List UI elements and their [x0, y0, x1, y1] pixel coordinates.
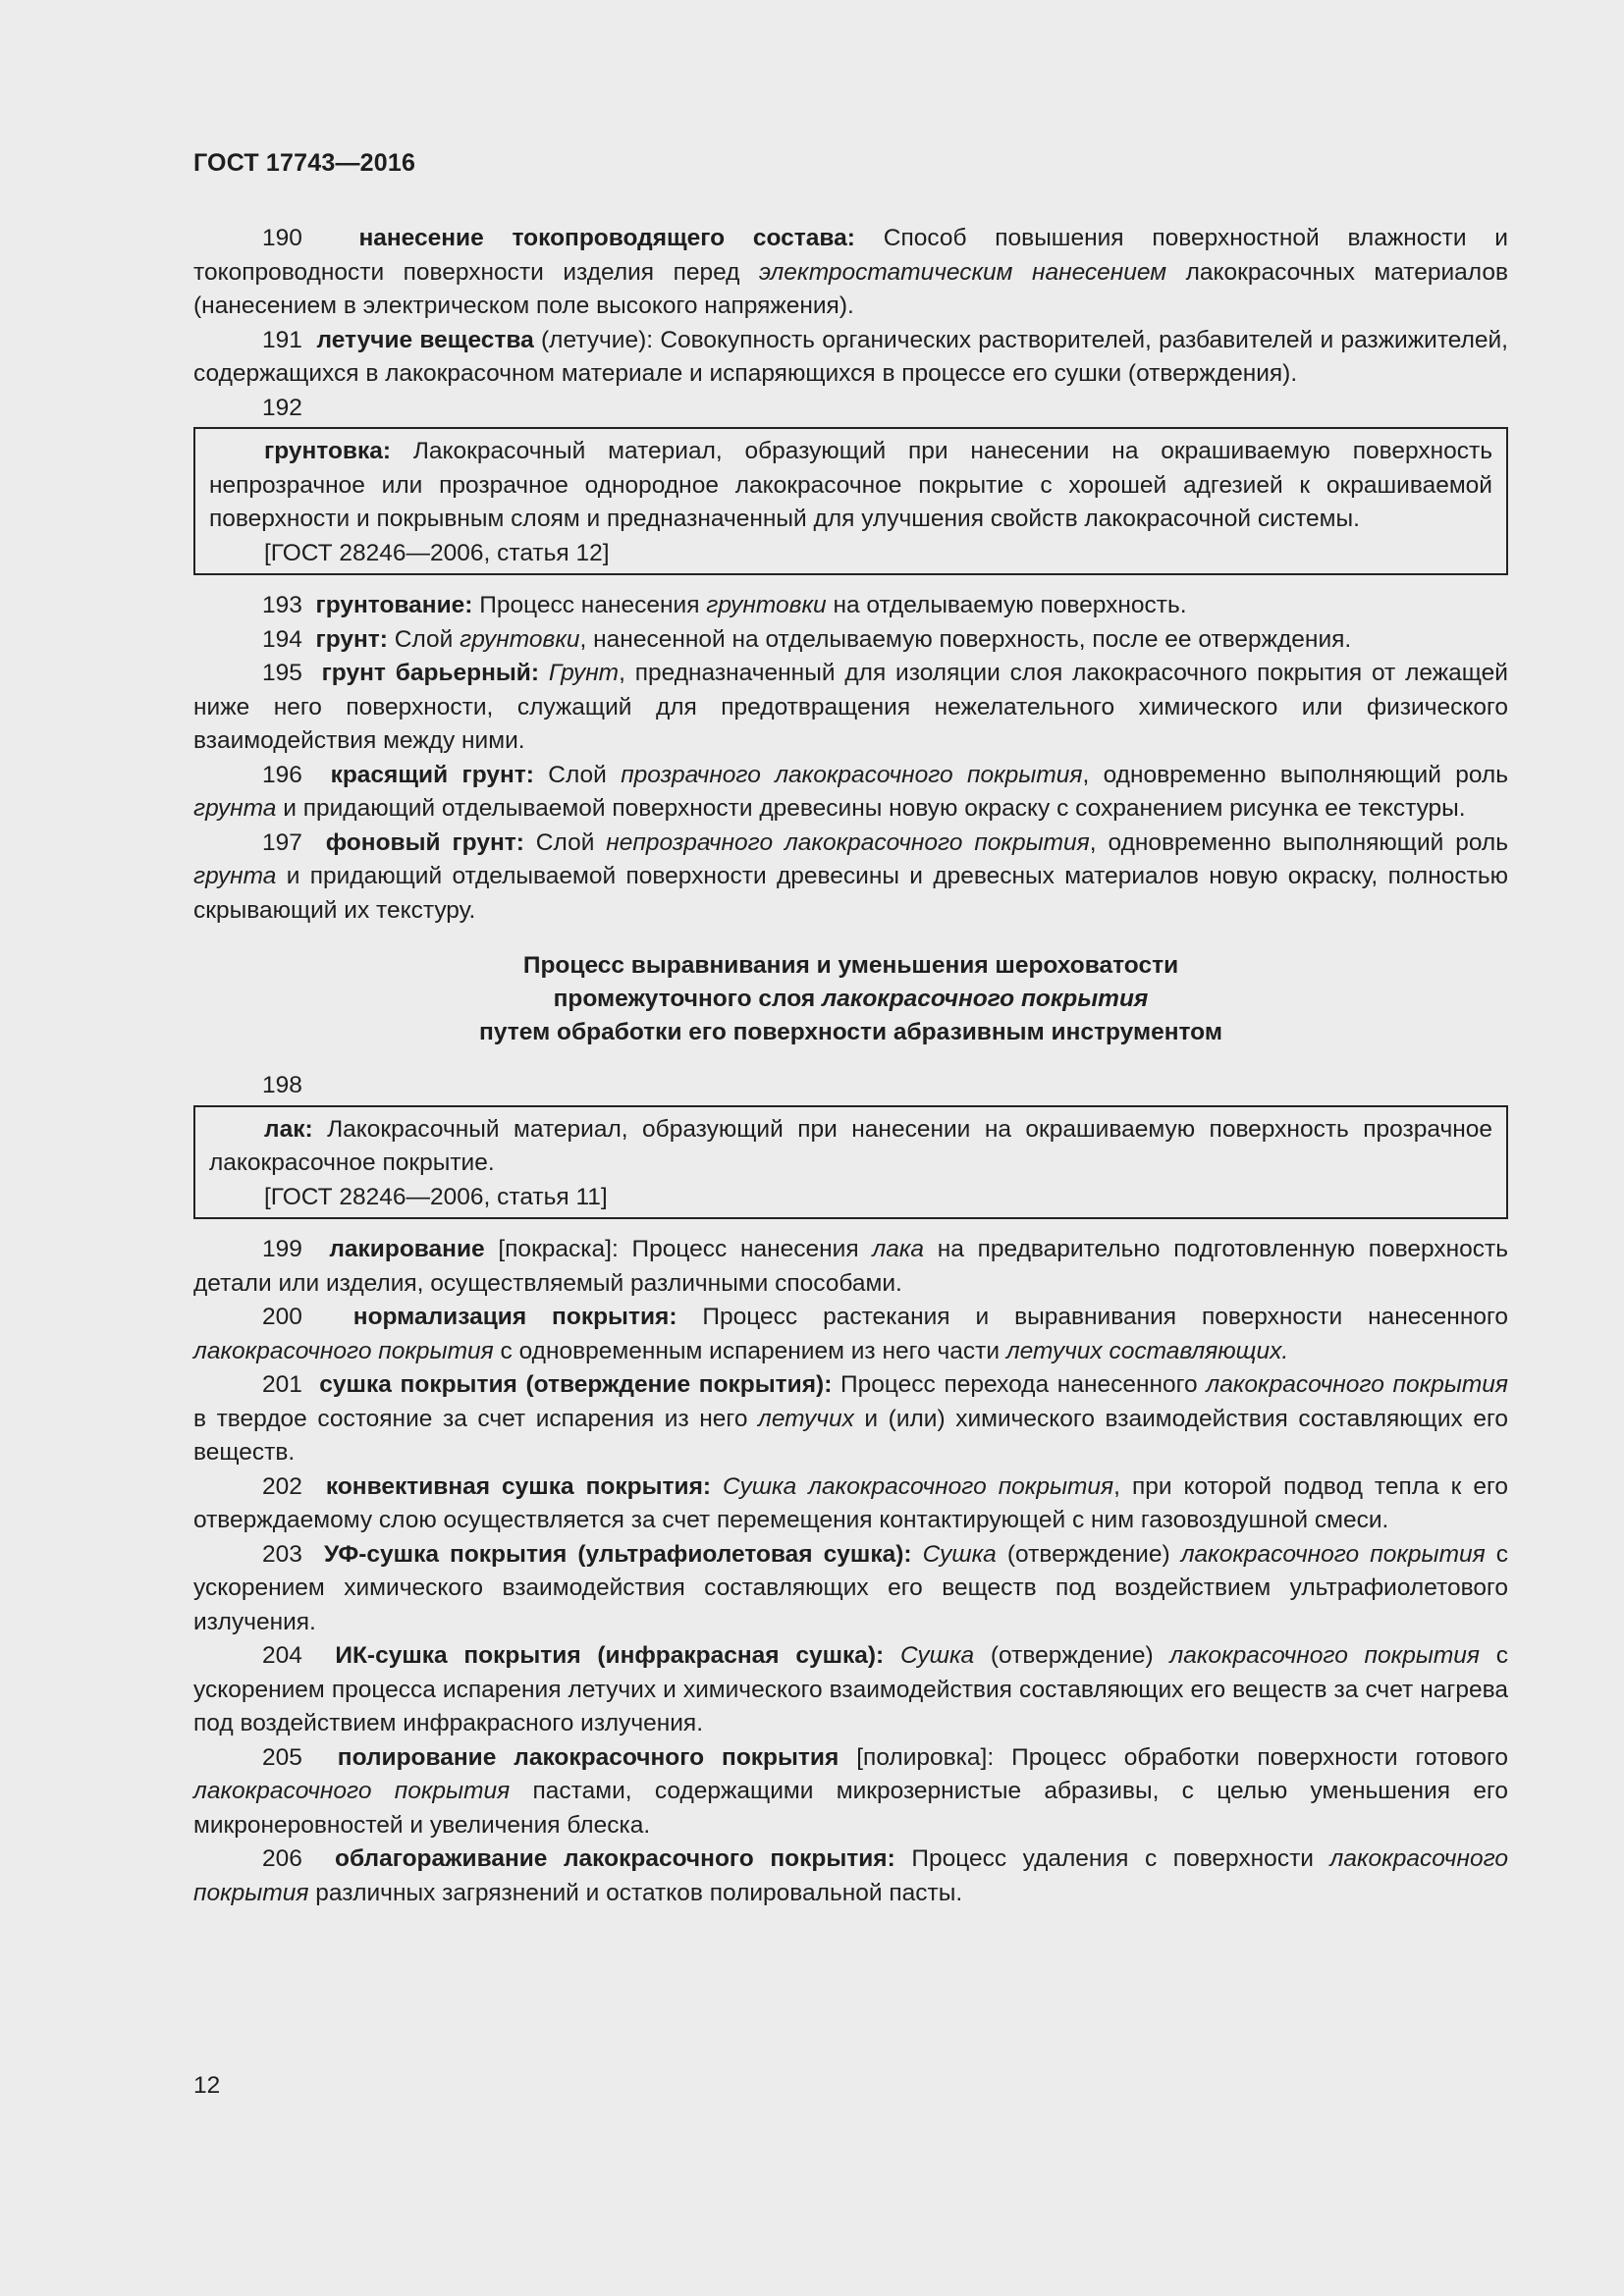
entry-italic: Сушка: [922, 1540, 997, 1568]
entry-text: [912, 1541, 923, 1568]
entry-205: [193, 1741, 1508, 1843]
entry-italic: Сушка: [899, 1642, 975, 1669]
entry-number: 194: [262, 625, 302, 653]
entry-number: 205: [262, 1743, 302, 1771]
entry-term: УФ-сушка покрытия (ультрафиолетовая сушка):: [324, 1540, 912, 1568]
entry-text: , нанесенной на отделываемую поверхность, после ее отверждения.: [579, 625, 1352, 653]
entry-italic: грунта: [193, 863, 277, 889]
entry-199: [193, 1233, 1508, 1301]
entry-italic: лакокрасочного покрытия: [193, 1778, 511, 1804]
entry-term: лак:: [264, 1115, 313, 1143]
entry-text: на отделываемую поверхность.: [826, 592, 1187, 618]
entry-text: (отверждение): [974, 1642, 1170, 1669]
entry-italic: прозрачного лакокрасочного покрытия: [621, 761, 1083, 788]
entry-italic: Грунт: [548, 660, 620, 686]
entry-198-number: 198: [262, 1072, 302, 1098]
document-header: ГОСТ 17743—2016: [193, 149, 416, 177]
entry-text: , одновременно выполняющий роль: [1089, 828, 1508, 856]
entry-text: с одновременным испарением из него части: [493, 1337, 1006, 1364]
entry-term: грунтовка:: [264, 438, 392, 464]
entry-text: и придающий отделываемой поверхности древесины новую окраску с сохранением рисунка ее текстуры.: [276, 795, 1466, 822]
entry-italic: летучих составляющих.: [1005, 1337, 1289, 1364]
section-heading-line: Процесс выравнивания и уменьшения шероховатости: [522, 952, 1179, 979]
entry-text: Слой: [523, 828, 607, 856]
entry-term: грунт:: [315, 625, 388, 653]
section-heading-line: [193, 983, 1508, 1016]
entry-number: 197: [262, 828, 302, 856]
entry-text: на предварительно подготовленную поверхность детали или изделия, осуществляемый различными способами.: [193, 1236, 1509, 1297]
entry-text: с ускорением процесса испарения летучих и химического взаимодействия составляющих его веществ за счет нагрева под воздействием инфракрасного излучения.: [193, 1642, 1508, 1736]
entry-200: [193, 1301, 1508, 1368]
entry-192: [209, 435, 1492, 537]
entry-text: (летучие): Совокупность органических растворителей, разбавителей и разжижителей, содержащихся в лакокрасочном материале и испаряющихся в процессе его сушки (отверждения).: [193, 326, 1508, 387]
entry-196: [193, 759, 1508, 827]
entry-term: полирование лакокрасочного покрытия: [337, 1743, 839, 1771]
entry-197: [193, 827, 1508, 929]
section-heading-line: путем обработки его поверхности абразивным инструментом: [479, 1019, 1222, 1045]
entry-text: Процесс удаления с поверхности: [894, 1845, 1330, 1872]
entry-number: 190: [262, 225, 302, 251]
entry-194: [193, 623, 1508, 658]
definition-box-192: [193, 427, 1508, 575]
entry-italic: непрозрачного лакокрасочного покрытия: [606, 828, 1090, 856]
entry-text: Слой: [387, 625, 460, 653]
section-heading: [193, 949, 1508, 1049]
entry-number: 200: [262, 1304, 302, 1330]
entry-italic: лакокрасочного покрытия: [1180, 1540, 1486, 1568]
entry-term: фоновый грунт:: [325, 828, 524, 856]
entry-text: , предназначенный для изоляции слоя лакокрасочного покрытия от лежащей ниже него поверхности, служащий для предотвращения нежелательного химического или физического взаимодействия между ними.: [193, 660, 1508, 754]
section-heading-italic: лакокрасочного покрытия: [822, 986, 1149, 1012]
entry-text: Процесс растекания и выравнивания поверхности нанесенного: [677, 1304, 1509, 1330]
entry-193: [193, 589, 1508, 623]
entry-number: 193: [262, 592, 302, 618]
definition-box-198: [193, 1105, 1508, 1220]
entry-text: Процесс нанесения: [472, 592, 707, 618]
entry-term: сушка покрытия (отверждение покрытия):: [319, 1371, 833, 1398]
entry-203: [193, 1538, 1508, 1640]
entry-text: Процесс перехода нанесенного: [832, 1371, 1207, 1398]
entry-number: 195: [262, 660, 302, 686]
entry-italic: грунтовки: [706, 592, 827, 618]
entry-204: [193, 1639, 1508, 1741]
entry-term: облагораживание лакокрасочного покрытия:: [335, 1845, 895, 1872]
entry-206: [193, 1842, 1508, 1910]
entry-italic: летучих: [758, 1405, 854, 1432]
entry-text: Слой: [533, 761, 622, 788]
entry-191: [193, 324, 1508, 392]
entry-italic: Сушка лакокрасочного покрытия: [723, 1472, 1114, 1500]
entry-number: 202: [262, 1472, 302, 1500]
entry-text: , при которой подвод тепла к его отверждаемому слою осуществляется за счет перемещения контактирующей с ним газовоздушной смеси.: [193, 1472, 1509, 1533]
entry-192-number: 192: [262, 394, 302, 421]
entry-text: [покраска]: Процесс нанесения: [484, 1236, 873, 1262]
entry-text: [полировка]: Процесс обработки поверхности готового: [839, 1743, 1508, 1771]
entry-term: красящий грунт:: [330, 761, 534, 788]
entry-term: лакирование: [329, 1236, 485, 1262]
entry-number: 196: [262, 761, 302, 788]
entry-text: различных загрязнений и остатков полировальной пасты.: [308, 1879, 963, 1906]
entry-text: Лакокрасочный материал, образующий при нанесении на окрашиваемую поверхность непрозрачное или прозрачное однородное лакокрасочное покрытие с хорошей адгезией к окрашиваемой поверхности и покрывным слоям и предназначенный для улучшения свойств лакокрасочной системы.: [209, 438, 1492, 532]
entry-text: [884, 1642, 900, 1669]
entry-term: грунтование:: [315, 592, 473, 618]
entry-term: ИК-сушка покрытия (инфракрасная сушка):: [335, 1642, 885, 1669]
section-heading-text: промежуточного слоя: [553, 986, 823, 1012]
entry-number: 201: [262, 1371, 302, 1398]
entry-italic: лакокрасочного покрытия: [1169, 1642, 1481, 1669]
entry-number: 204: [262, 1642, 302, 1669]
entry-term: конвективная сушка покрытия:: [325, 1472, 712, 1500]
entry-text: с ускорением химического взаимодействия составляющих его веществ под воздействием ультрафиолетового излучения.: [193, 1540, 1509, 1635]
entry-text: , одновременно выполняющий роль: [1082, 761, 1508, 788]
entry-italic: лакокрасочного покрытия: [193, 1337, 494, 1364]
entry-italic: грунта: [193, 795, 277, 822]
entry-text: и придающий отделываемой поверхности древесины и древесных материалов новую окраску, полностью скрывающий их текстуру.: [193, 863, 1508, 924]
entry-198: [209, 1113, 1492, 1181]
entry-number: 203: [262, 1540, 302, 1568]
entry-italic: лака: [872, 1236, 925, 1262]
entry-reference: [ГОСТ 28246—2006, статья 12]: [264, 539, 610, 566]
entry-text: лакокрасочных материалов (нанесением в электрическом поле высокого напряжения).: [193, 258, 1509, 319]
document-body: [193, 222, 1508, 1910]
entry-italic: электростатическим нанесением: [758, 258, 1167, 286]
entry-text: в твердое состояние за счет испарения из него: [193, 1405, 759, 1432]
entry-italic: лакокрасочного покрытия: [193, 1845, 1508, 1906]
entry-text: пастами, содержащими микрозернистые абразивы, с целью уменьшения его микронеровностей и увеличения блеска.: [193, 1778, 1508, 1839]
entry-195: [193, 657, 1508, 759]
entry-reference: [ГОСТ 28246—2006, статья 11]: [264, 1183, 608, 1210]
page-number: 12: [193, 2072, 221, 2099]
entry-text: Способ повышения поверхностной влажности и токопроводности поверхности изделия перед: [193, 225, 1508, 286]
entry-italic: лакокрасочного покрытия: [1206, 1371, 1508, 1398]
entry-term: нормализация покрытия:: [352, 1304, 677, 1330]
entry-term: летучие вещества: [316, 326, 534, 353]
entry-text: [539, 660, 549, 686]
entry-number: 206: [262, 1845, 302, 1872]
entry-number: 191: [262, 326, 302, 353]
entry-text: и (или) химического взаимодействия составляющих его веществ.: [193, 1405, 1508, 1466]
entry-190: [193, 222, 1508, 324]
entry-201: [193, 1368, 1508, 1470]
entry-202: [193, 1470, 1508, 1538]
entry-text: Лакокрасочный материал, образующий при нанесении на окрашиваемую поверхность прозрачное лакокрасочное покрытие.: [209, 1115, 1492, 1176]
entry-text: (отверждение): [996, 1540, 1181, 1568]
entry-text: [711, 1473, 723, 1500]
entry-term: грунт барьерный:: [321, 660, 540, 686]
entry-italic: грунтовки: [460, 625, 580, 653]
entry-term: нанесение токопроводящего состава:: [358, 225, 855, 251]
entry-number: 199: [262, 1236, 302, 1262]
